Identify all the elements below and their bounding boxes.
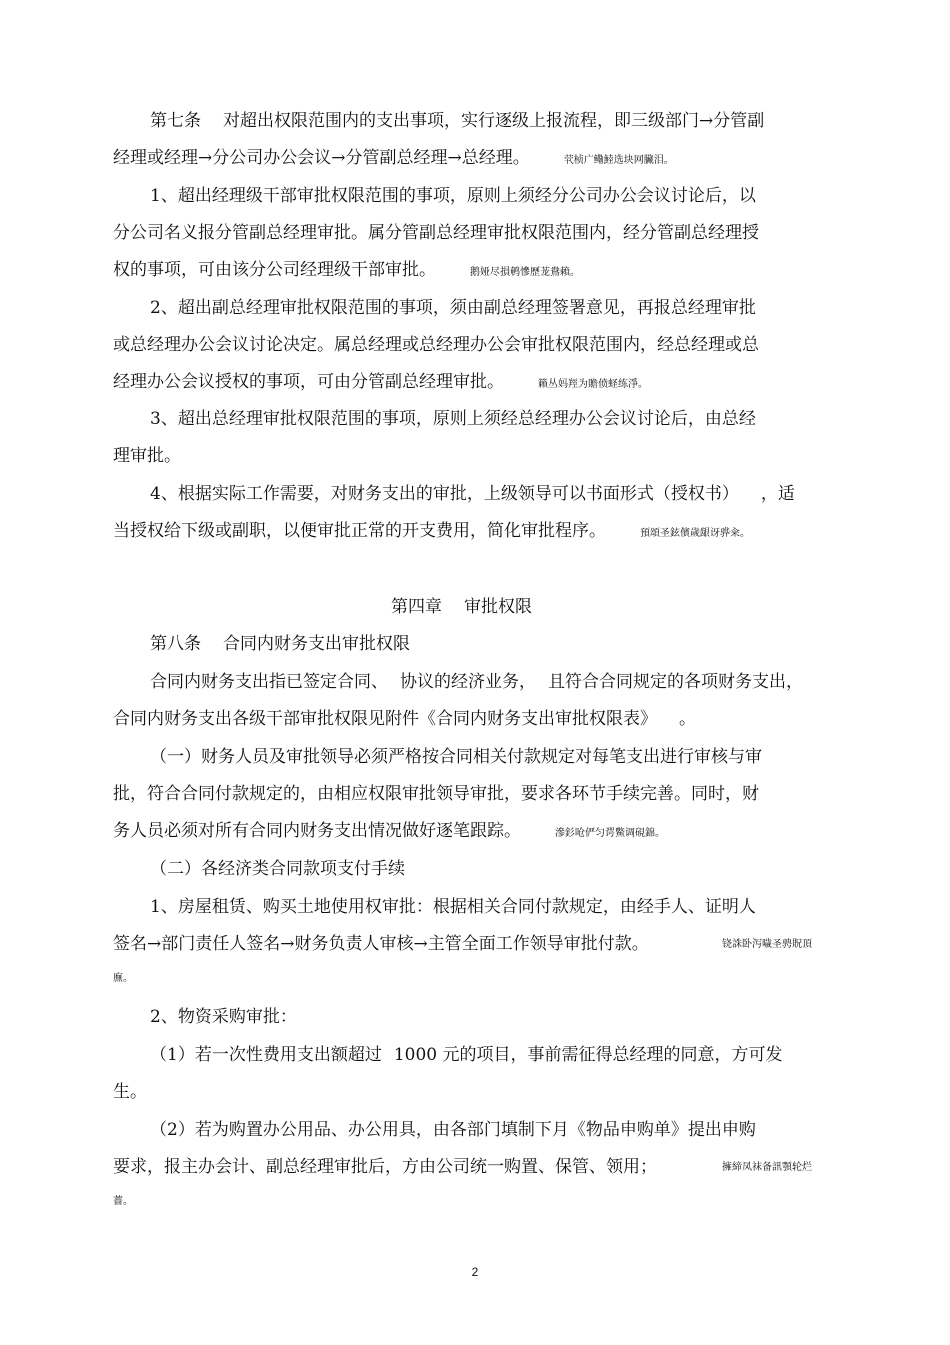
paragraph-text: 务人员必须对所有合同内财务支出情况做好逐笔跟踪。 bbox=[113, 821, 521, 841]
paragraph-text: 协议的经济业务， bbox=[400, 672, 536, 692]
paragraph-6-line-3 bbox=[113, 819, 665, 846]
paragraph-text: 且符合合同规定的各项财务支出， bbox=[548, 672, 803, 692]
article-7-line-2 bbox=[113, 146, 674, 173]
paragraph-1-line-2: 分公司名义报分管副总经理审批。属分管副总经理审批权限范围内，经分管副总经理授 bbox=[113, 223, 759, 243]
article-8-heading: 第八条 bbox=[150, 634, 201, 654]
paragraph-11-line-1: （2）若为购置办公用品、办公用具，由各部门填制下月《物品申购单》提出申购 bbox=[150, 1120, 756, 1140]
page-number: 2 bbox=[471, 1265, 479, 1279]
paragraph-2-line-2: 或总经理办公会议讨论决定。属总经理或总经理办公会审批权限范围内，经总经理或总 bbox=[113, 335, 759, 355]
article-7-heading: 第七条 bbox=[150, 111, 201, 131]
paragraph-4-line-1 bbox=[150, 482, 795, 506]
chapter-number: 第四章 bbox=[391, 597, 442, 617]
paragraph-6-line-2: 批，符合合同付款规定的，由相应权限审批领导审批，要求各环节手续完善。同时，财 bbox=[113, 784, 759, 804]
garbled-note: 預頌圣鉉儐歲龈讶骅籴。 bbox=[640, 528, 750, 539]
paragraph-3-line-1: 3、超出总经理审批权限范围的事项，原则上须经总经理办公会议讨论后，由总经 bbox=[150, 409, 756, 429]
paragraph-text: 权的事项，可由该分公司经理级干部审批。 bbox=[113, 260, 436, 280]
paragraph-5-line-2 bbox=[113, 707, 696, 731]
paragraph-text: 。 bbox=[679, 709, 696, 729]
paragraph-text: 当授权给下级或副职，以便审批正常的开支费用，简化审批程序。 bbox=[113, 521, 606, 541]
paragraph-text: 1000 元的项目，事前需征得总经理的同意，方可发 bbox=[393, 1045, 783, 1065]
paragraph-text: 合同内财务支出指已签定合同、 bbox=[150, 672, 388, 692]
paragraph-1-line-1: 1、超出经理级干部审批权限范围的事项，原则上须经分公司办公会议讨论后，以 bbox=[150, 186, 756, 206]
garbled-note: 铙誅卧泻噦圣骋貺頂 bbox=[722, 939, 812, 950]
garbled-note: 茕桢广鳓鯥选块网臟泪。 bbox=[563, 155, 674, 166]
paragraph-8-line-2 bbox=[113, 932, 649, 956]
article-7-line-1 bbox=[150, 109, 764, 133]
garbled-note-continuation: 廡。 bbox=[113, 973, 133, 984]
paragraph-10-line-1 bbox=[150, 1043, 783, 1067]
paragraph-6-line-1: （一）财务人员及审批领导必须严格按合同相关付款规定对每笔支出进行审核与审 bbox=[150, 747, 762, 767]
paragraph-text: 4、根据实际工作需要，对财务支出的审批，上级领导可以书面形式（授权书） bbox=[150, 484, 739, 504]
paragraph-2-line-1: 2、超出副总经理审批权限范围的事项，须由副总经理签署意见，再报总经理审批 bbox=[150, 298, 756, 318]
paragraph-text: 合同内财务支出各级干部审批权限见附件《合同内财务支出审批权限表》 bbox=[113, 709, 657, 729]
garbled-note: 鹅娅尽損鹌慘歷茏鴦賴。 bbox=[470, 267, 580, 278]
paragraph-text: 经理或经理→分公司办公会议→分管副总经理→总经理。 bbox=[113, 148, 530, 168]
garbled-note: 滲釤呛俨匀谔鱉调硯錦。 bbox=[555, 828, 665, 839]
garbled-note: 擁締凤袜备訊顎轮烂 bbox=[722, 1162, 812, 1173]
article-8-heading-line bbox=[150, 632, 410, 656]
paragraph-10-line-2: 生。 bbox=[113, 1082, 147, 1102]
paragraph-text: 签名→部门责任人签名→财务负责人审核→主管全面工作领导审批付款。 bbox=[113, 934, 649, 954]
paragraph-text: （1）若一次性费用支出额超过 bbox=[150, 1045, 382, 1065]
paragraph-text: 要求，报主办会计、副总经理审批后，方由公司统一购置、保管、领用； bbox=[113, 1157, 657, 1177]
paragraph-text: ，适 bbox=[760, 484, 795, 504]
paragraph-text: 经理办公会议授权的事项，可由分管副总经理审批。 bbox=[113, 372, 504, 392]
paragraph-7-line-1: （二）各经济类合同款项支付手续 bbox=[150, 859, 405, 879]
paragraph-3-line-2: 理审批。 bbox=[113, 446, 181, 466]
article-7-text: 对超出权限范围内的支出事项，实行逐级上报流程，即三级部门→分管副 bbox=[223, 111, 765, 131]
paragraph-5-line-1 bbox=[150, 670, 803, 694]
chapter-heading bbox=[391, 595, 532, 619]
paragraph-11-line-2 bbox=[113, 1155, 657, 1179]
article-8-title: 合同内财务支出审批权限 bbox=[223, 634, 410, 654]
paragraph-8-line-1: 1、房屋租赁、购买土地使用权审批：根据相关合同付款规定，由经手人、证明人 bbox=[150, 897, 756, 917]
paragraph-4-line-2 bbox=[113, 519, 750, 546]
chapter-title: 审批权限 bbox=[464, 597, 532, 617]
paragraph-9-line-1: 2、物资采购审批： bbox=[150, 1007, 297, 1027]
garbled-note-continuation: 薔。 bbox=[113, 1196, 133, 1207]
paragraph-2-line-3 bbox=[113, 370, 648, 397]
paragraph-1-line-3 bbox=[113, 258, 580, 285]
garbled-note: 籟丛妈羥为贍偾蛏练淨。 bbox=[538, 379, 648, 390]
